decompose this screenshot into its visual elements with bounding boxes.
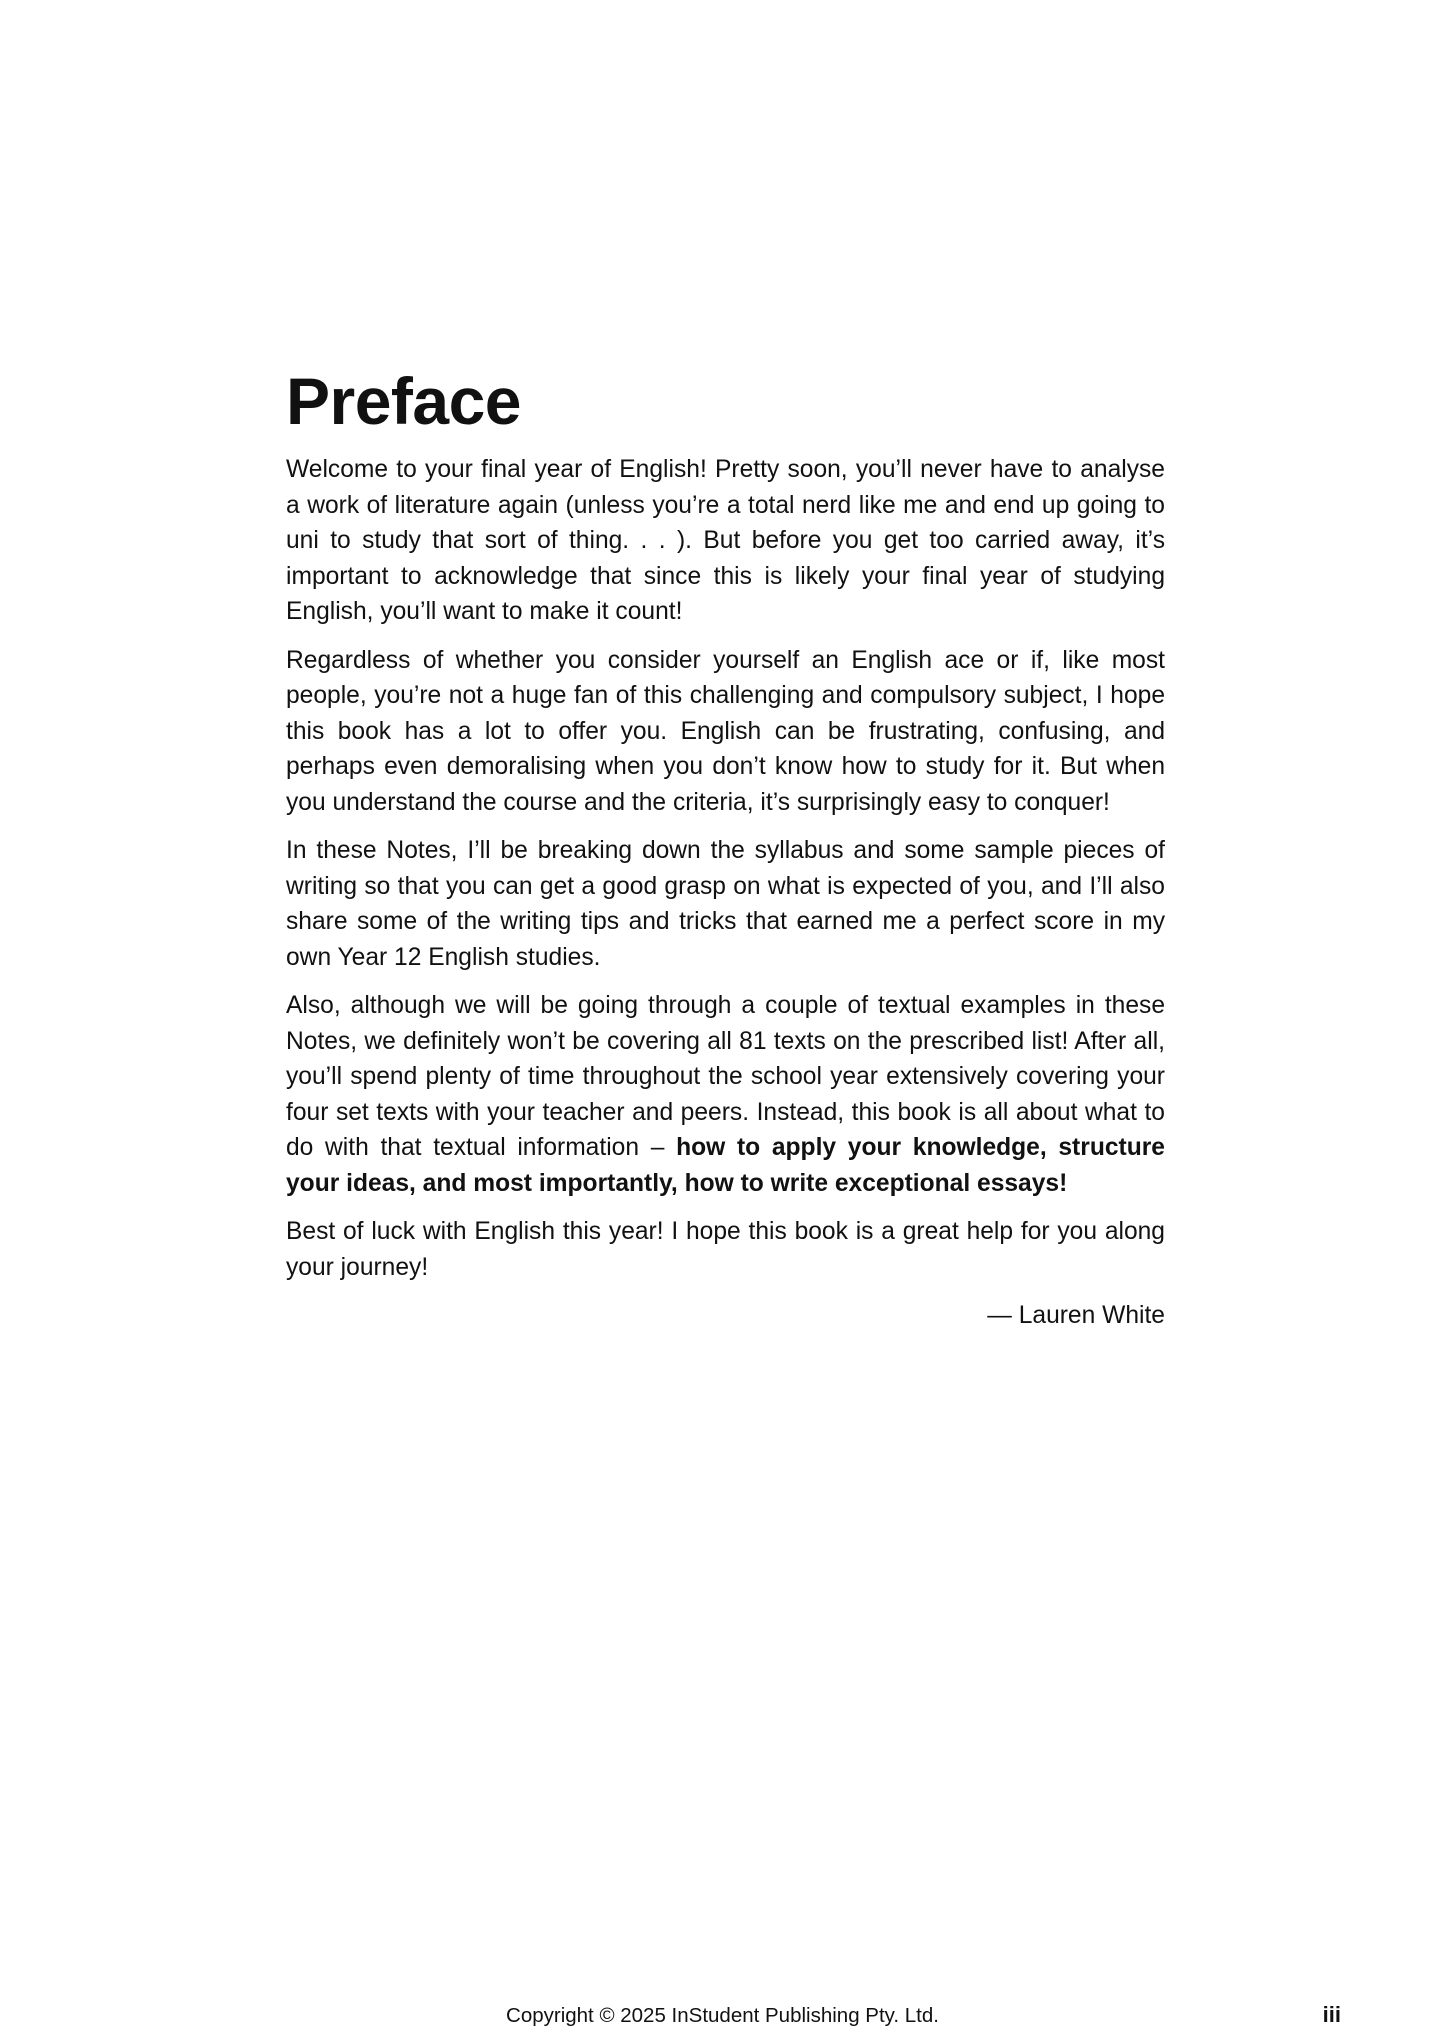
paragraph-regardless: Regardless of whether you consider yourself an English ace or if, like most people, you’re not a huge fan of this challenging and compulsory subject, I hope this book has a lot to offer you. English can be frustrating, confusing, and perhaps even demoralising when you don’t know how to study for it. But when you understand the course and the criteria, it’s surprisingly easy to conquer!	[286, 646, 1165, 816]
paragraph-welcome: Welcome to your final year of English! Pretty soon, you’ll never have to analyse a work of literature again (unless you’re a total nerd like me and end up going to uni to study that sort of thing. . . ). But before you get too carried away, it’s important to acknowledge that since this is likely your final year of studying English, you’ll want to make it count!	[286, 456, 1165, 625]
paragraph-textual-examples	[286, 988, 1165, 1201]
paragraph-textual-examples-text: Also, although we will be going through a couple of textual examples in these Notes, we definitely won’t be covering all 81 texts on the prescribed list! After all, you’ll spend plenty of time throughout the school year extensively covering your four set texts with your teacher and peers. Instead, this book is all about what to do with that textual information –	[286, 992, 1165, 1161]
preface-section	[286, 364, 1165, 1334]
page-title: Preface	[286, 364, 522, 438]
footer-copyright: Copyright © 2025 InStudent Publishing Pty. Ltd.	[506, 2004, 939, 2027]
author-signature: — Lauren White	[987, 1302, 1165, 1329]
paragraph-textual-examples-emphasis: how to apply your knowledge, structure your ideas, and most importantly, how to write exceptional essays!	[286, 1134, 1165, 1197]
page-number: iii	[1322, 2002, 1341, 2027]
paragraph-notes: In these Notes, I’ll be breaking down the syllabus and some sample pieces of writing so that you can get a good grasp on what is expected of you, and I’ll also share some of the writing tips and tricks that earned me a perfect score in my own Year 12 English studies.	[286, 837, 1165, 971]
paragraph-best-of-luck: Best of luck with English this year! I hope this book is a great help for you along your journey!	[286, 1218, 1165, 1281]
